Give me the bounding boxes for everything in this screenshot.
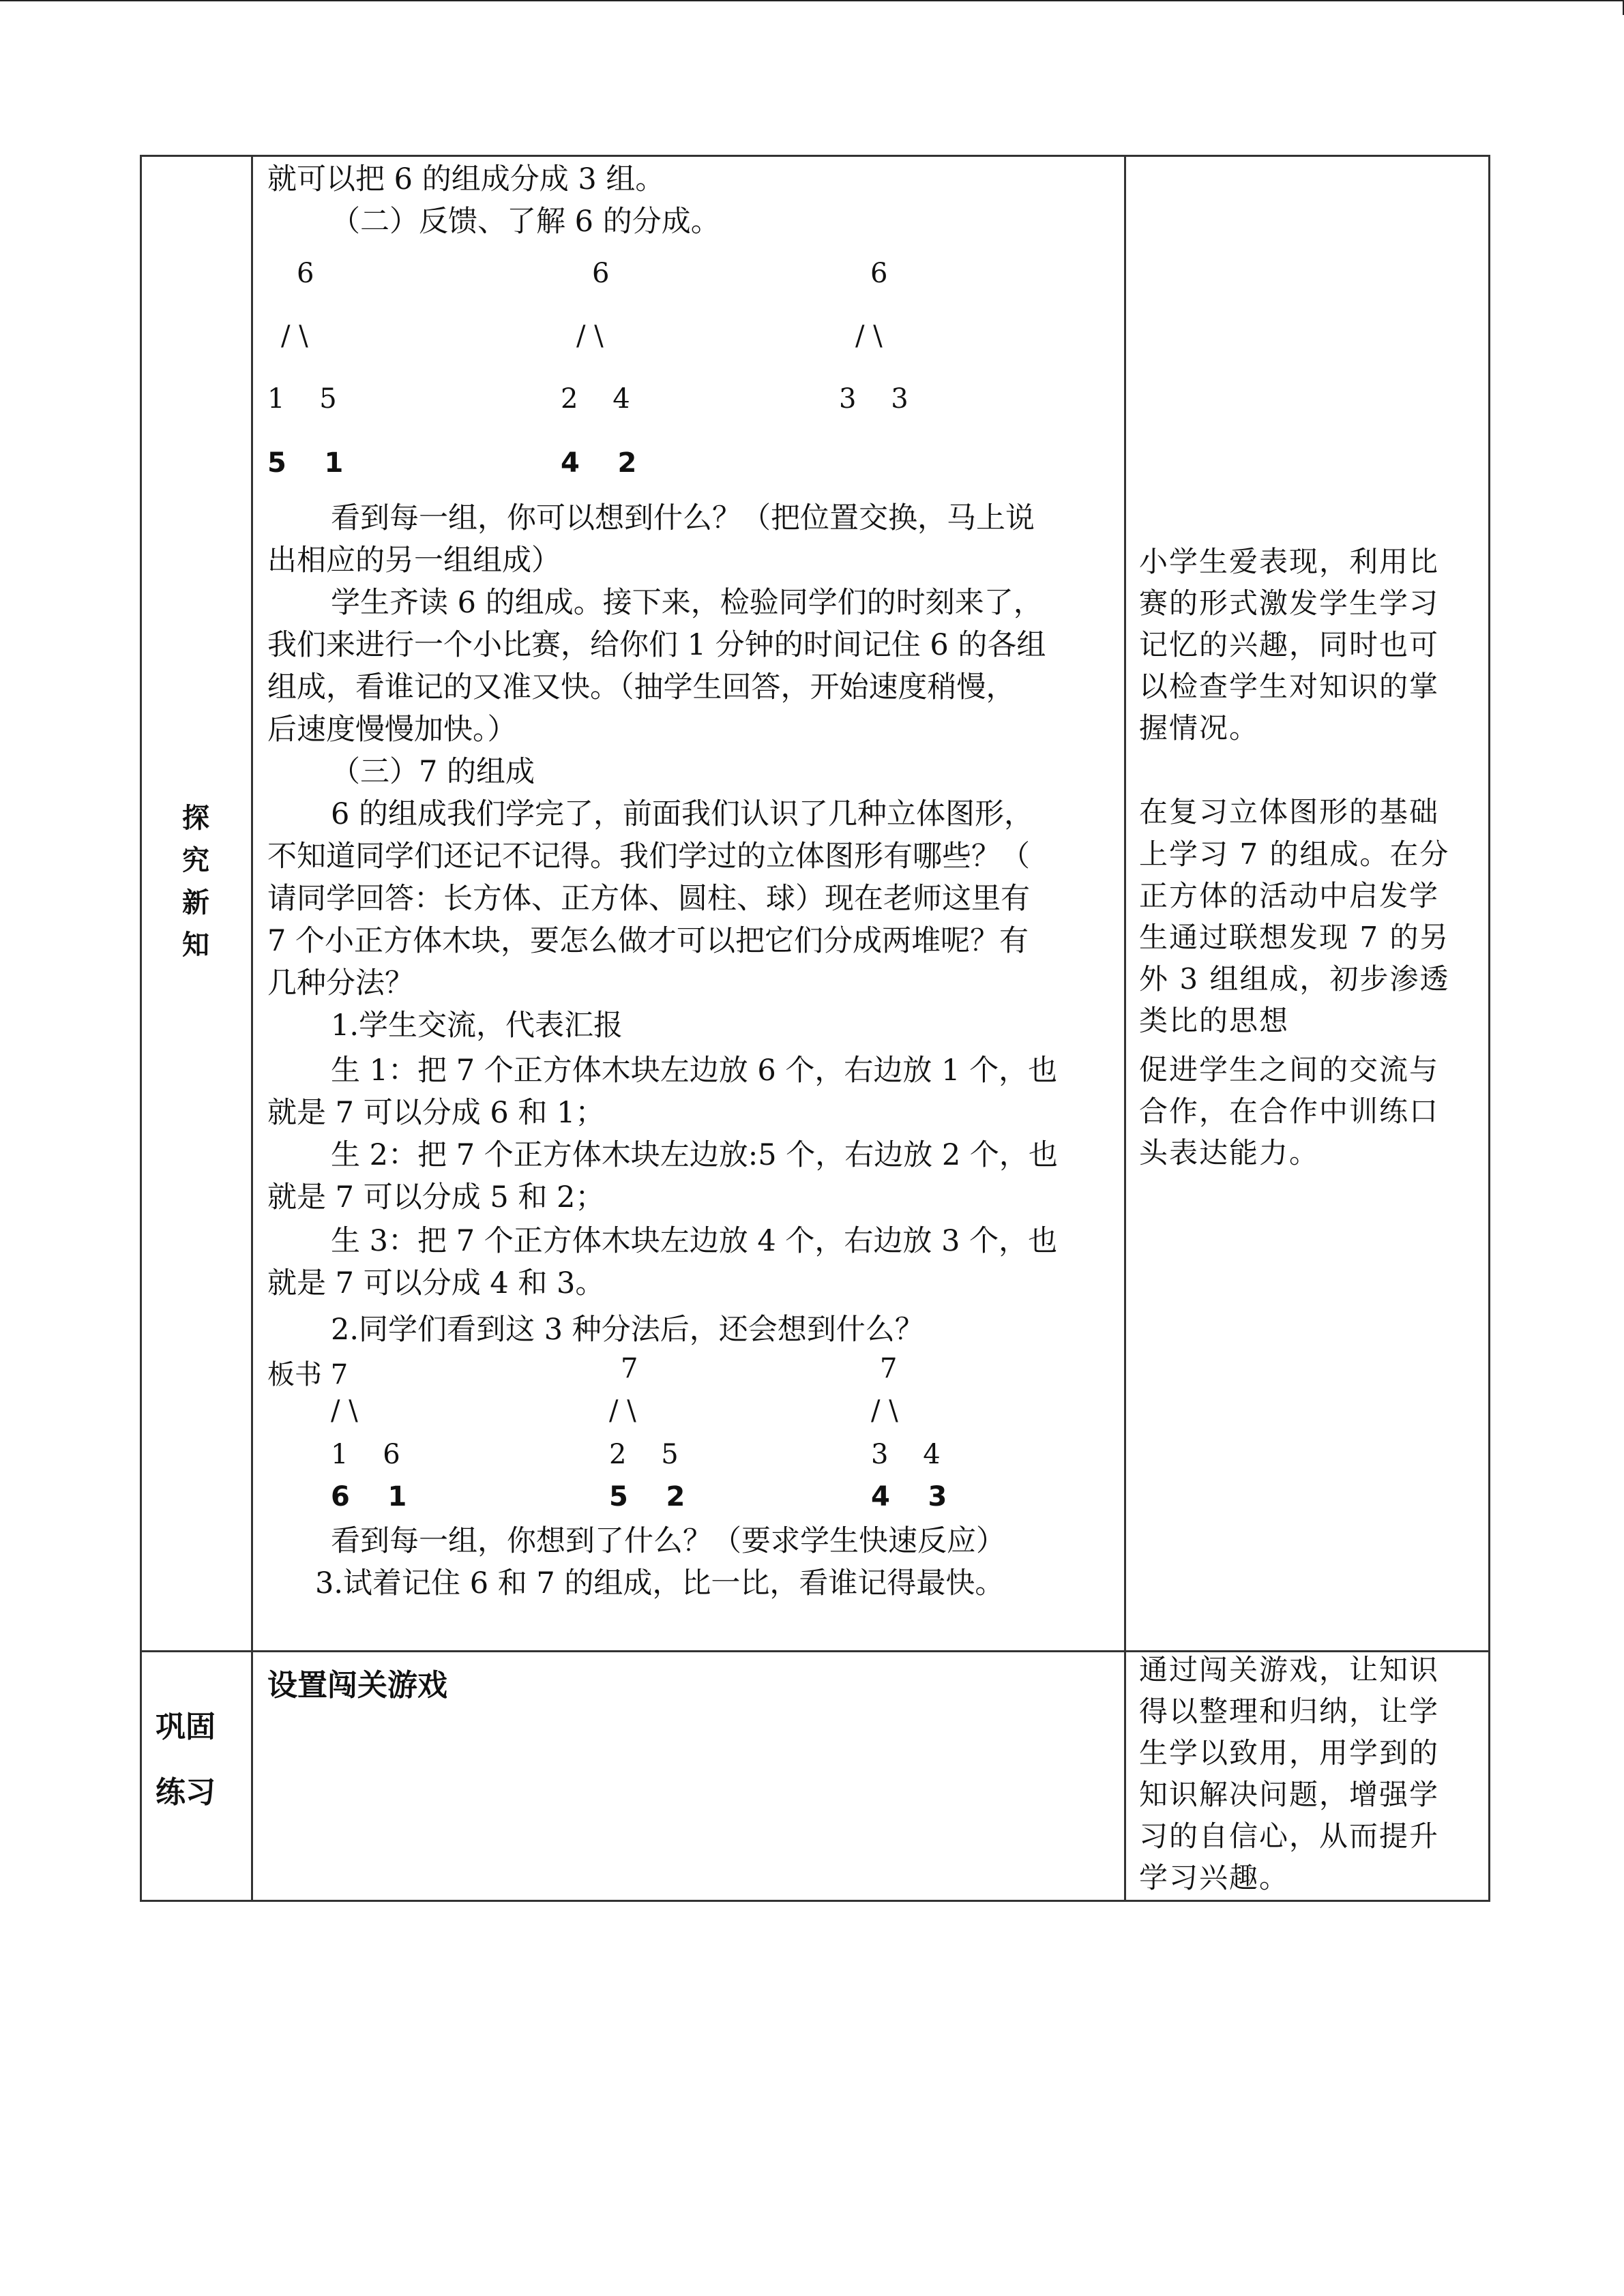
side-note-line: 学习兴趣。 <box>1139 1861 1290 1894</box>
tree-root: 7 <box>621 1353 638 1384</box>
side-note-line: 小学生爱表现，利用比 <box>1139 545 1440 578</box>
closing-line: 看到每一组，你想到了什么？（要求学生快速反应） <box>331 1524 1005 1558</box>
paragraph-line: 后速度慢慢加快。） <box>267 713 517 747</box>
paragraph-line: 7 个小正方体木块，要怎么做才可以把它们分成两堆呢？有 <box>267 924 1029 958</box>
tree-pair-swapped: 6 1 <box>331 1481 407 1512</box>
side-note-line: 头表达能力。 <box>1139 1136 1320 1169</box>
practice-content: 设置闯关游戏 <box>267 1668 447 1703</box>
tree-root: 6 <box>592 258 610 289</box>
tree-pair: 2 4 <box>561 383 630 415</box>
paragraph-line: 1.学生交流，代表汇报 <box>331 1009 623 1043</box>
paragraph-line: 看到每一组，你可以想到什么？（把位置交换，马上说 <box>331 501 1035 535</box>
paragraph-line: 就是 7 可以分成 6 和 1； <box>267 1096 605 1130</box>
tree-branch: / \ <box>609 1395 636 1427</box>
paragraph-line: 请同学回答：长方体、正方体、圆柱、球）现在老师这里有 <box>267 882 1030 916</box>
section-heading: （三）7 的组成 <box>331 755 535 789</box>
tree-branch: / \ <box>576 320 604 352</box>
tree-branch: / \ <box>871 1395 898 1427</box>
side-note-line: 外 3 组组成，初步渗透 <box>1139 962 1450 996</box>
side-note-line: 上学习 7 的组成。在分 <box>1139 837 1450 871</box>
paragraph-line: 几种分法？ <box>267 966 414 1000</box>
tree-pair: 1 6 <box>331 1439 400 1470</box>
column-divider-2 <box>1124 157 1126 1900</box>
paragraph-line: 生 1：把 7 个正方体木块左边放 6 个，右边放 1 个，也 <box>331 1054 1058 1088</box>
side-note-line: 握情况。 <box>1139 711 1260 745</box>
closing-line: 3.试着记住 6 和 7 的组成，比一比，看谁记得最快。 <box>315 1566 1005 1600</box>
practice-label: 巩固 <box>156 1710 216 1744</box>
page-top-border <box>0 0 1624 1</box>
side-note-line: 得以整理和归纳，让学 <box>1139 1695 1440 1728</box>
content-line: 就可以把 6 的组成分成 3 组。 <box>267 162 665 196</box>
side-note-line: 赛的形式激发学生学习 <box>1139 586 1440 620</box>
tree-pair: 3 3 <box>839 383 909 415</box>
side-note-line: 生通过联想发现 7 的另 <box>1139 921 1450 954</box>
side-note-line: 促进学生之间的交流与 <box>1139 1053 1440 1086</box>
side-note-line: 合作，在合作中训练口 <box>1139 1094 1440 1128</box>
paragraph-line: 6 的组成我们学完了，前面我们认识了几种立体图形， <box>331 797 1034 831</box>
tree-pair-swapped: 5 2 <box>609 1481 685 1512</box>
board-label: 板书 7 <box>267 1359 349 1390</box>
paragraph-line: 生 3：把 7 个正方体木块左边放 4 个，右边放 3 个，也 <box>331 1224 1058 1258</box>
tree-pair-swapped: 5 1 <box>267 447 344 479</box>
explore-label-char: 知 <box>182 929 209 961</box>
tree-pair: 2 5 <box>609 1439 679 1470</box>
side-note-line: 类比的思想 <box>1139 1004 1290 1037</box>
side-note-line: 记忆的兴趣，同时也可 <box>1139 628 1440 661</box>
column-divider-1 <box>251 157 253 1900</box>
tree-root: 6 <box>870 258 888 289</box>
tree-pair: 1 5 <box>267 383 337 415</box>
tree-pair-swapped: 4 3 <box>871 1481 947 1512</box>
side-note-line: 通过闯关游戏，让知识 <box>1139 1653 1440 1686</box>
paragraph-line: 出相应的另一组组成） <box>267 543 561 578</box>
section-heading: （二）反馈、了解 6 的分成。 <box>331 205 720 239</box>
side-note-line: 习的自信心，从而提升 <box>1139 1819 1440 1853</box>
practice-label: 练习 <box>156 1775 216 1810</box>
paragraph-line: 组成，看谁记的又准又快。（抽学生回答，开始速度稍慢， <box>267 670 1016 704</box>
tree-pair-swapped: 4 2 <box>561 447 637 479</box>
tree-branch: / \ <box>281 320 308 352</box>
tree-pair: 3 4 <box>871 1439 941 1470</box>
side-note-line: 以检查学生对知识的掌 <box>1139 670 1440 703</box>
tree-branch: / \ <box>331 1395 358 1427</box>
tree-branch: / \ <box>855 320 883 352</box>
explore-label-char: 新 <box>182 887 209 919</box>
side-note-line: 知识解决问题，增强学 <box>1139 1778 1440 1811</box>
paragraph-line: 学生齐读 6 的组成。接下来，检验同学们的时刻来了， <box>331 586 1043 620</box>
paragraph-line: 2.同学们看到这 3 种分法后，还会想到什么？ <box>331 1313 924 1347</box>
explore-label-char: 究 <box>182 845 209 876</box>
tree-root: 7 <box>880 1353 898 1384</box>
paragraph-line: 就是 7 可以分成 5 和 2； <box>267 1180 605 1214</box>
side-note-line: 生学以致用，用学到的 <box>1139 1736 1440 1770</box>
paragraph-line: 不知道同学们还记不记得。我们学过的立体图形有哪些？（ <box>267 839 1030 874</box>
paragraph-line: 就是 7 可以分成 4 和 3。 <box>267 1266 605 1300</box>
tree-root: 6 <box>297 258 314 289</box>
side-note-line: 在复习立体图形的基础 <box>1139 795 1440 829</box>
side-note-line: 正方体的活动中启发学 <box>1139 879 1440 912</box>
explore-label-char: 探 <box>182 803 209 834</box>
paragraph-line: 生 2：把 7 个正方体木块左边放:5 个，右边放 2 个，也 <box>331 1138 1058 1172</box>
paragraph-line: 我们来进行一个小比赛，给你们 1 分钟的时间记住 6 的各组 <box>267 628 1046 662</box>
